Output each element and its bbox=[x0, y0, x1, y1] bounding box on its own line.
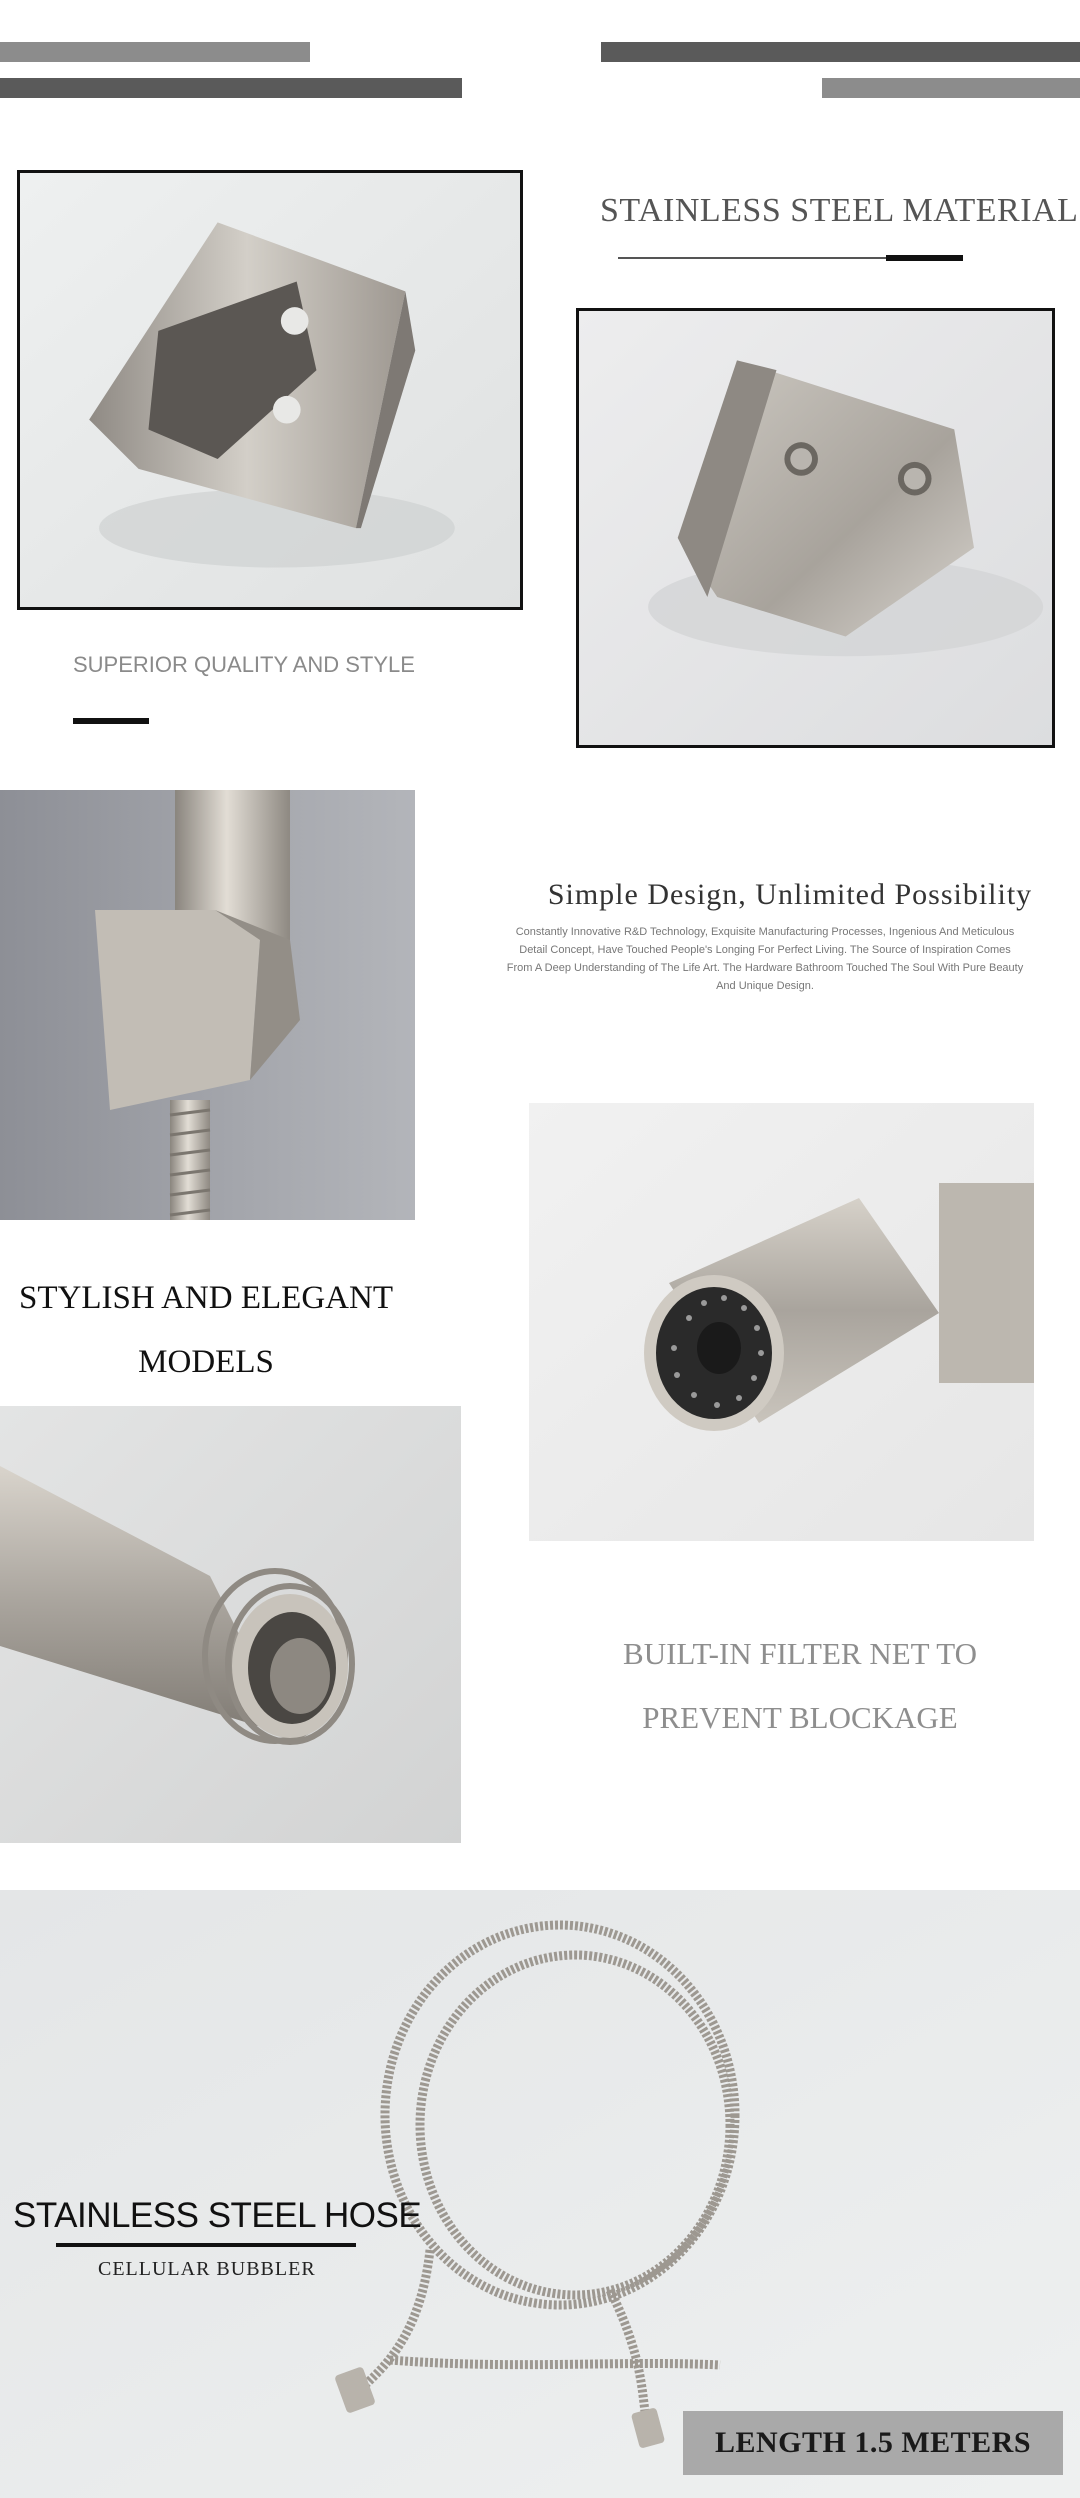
length-badge bbox=[683, 2411, 1063, 2475]
stylish-line-2: MODELS bbox=[138, 1344, 274, 1380]
cellular-bubbler-subtitle: CELLULAR BUBBLER bbox=[98, 2258, 316, 2280]
stylish-heading bbox=[0, 1266, 412, 1394]
threaded-pipe-photo bbox=[0, 1406, 461, 1843]
stylish-line-1: STYLISH AND ELEGANT bbox=[19, 1280, 393, 1316]
stainless-hose-title: STAINLESS STEEL HOSE bbox=[13, 2196, 422, 2235]
sprayer-nozzle-photo bbox=[529, 1103, 1034, 1541]
simple-design-body: Constantly Innovative R&D Technology, Exquisite Manufacturing Processes, Ingenious And Meticulous Detail Concept, Have Touched People's Longing For Perfect Living. The Source of Inspiration Comes From A Deep Understanding of The Life Art. The Hardware Bathroom Touched The Soul With Pure Beauty And Unique Design. bbox=[506, 926, 1024, 992]
header-bar-top-right bbox=[601, 42, 1080, 62]
superior-accent bbox=[73, 718, 149, 724]
filter-line-1: BUILT-IN FILTER NET TO bbox=[623, 1636, 977, 1671]
header-bar-bottom-right bbox=[822, 78, 1080, 98]
hose-title-underline bbox=[56, 2243, 356, 2247]
mounted-holder-photo bbox=[0, 790, 415, 1220]
filter-heading bbox=[540, 1622, 1060, 1750]
filter-line-2: PREVENT BLOCKAGE bbox=[642, 1700, 958, 1735]
header-bar-bottom-left bbox=[0, 78, 462, 98]
steel-material-title: STAINLESS STEEL MATERIAL bbox=[600, 192, 1079, 229]
steel-material-accent bbox=[886, 255, 963, 261]
holder-front-photo bbox=[17, 170, 523, 610]
steel-hose-photo bbox=[0, 1890, 1080, 2498]
header-bar-top-left bbox=[0, 42, 310, 62]
holder-angled-photo bbox=[576, 308, 1055, 748]
simple-design-title: Simple Design, Unlimited Possibility bbox=[547, 878, 1033, 911]
length-badge-text: LENGTH 1.5 METERS bbox=[714, 2426, 1032, 2459]
superior-quality-caption: SUPERIOR QUALITY AND STYLE bbox=[73, 652, 415, 677]
